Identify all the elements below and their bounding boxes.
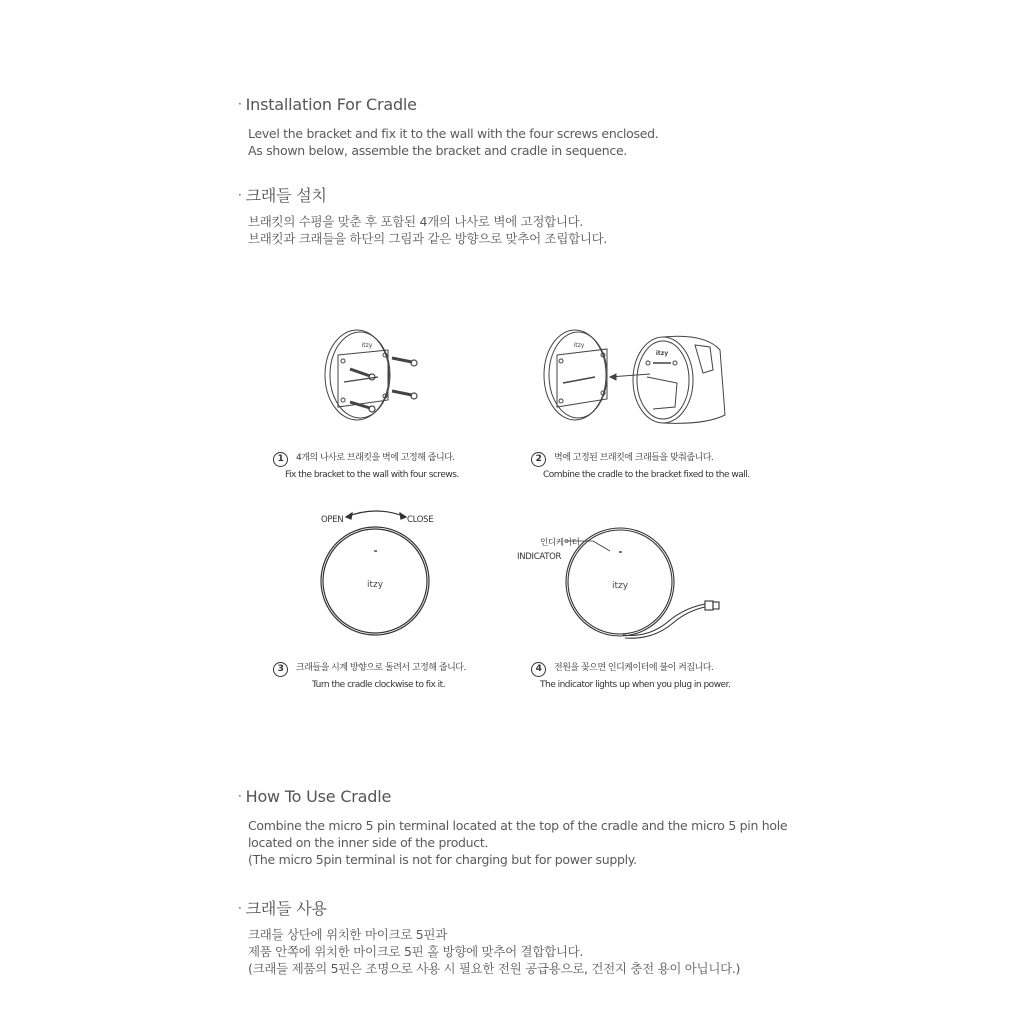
figure-rotate-cradle <box>318 505 438 645</box>
installation-body-ko <box>248 213 607 247</box>
step-en-text: Combine the cradle to the bracket fixed to the wall. <box>543 470 750 480</box>
brand-logo: itzy <box>611 581 629 591</box>
step-number: 2 <box>531 452 546 467</box>
brand-logo: itzy <box>361 342 373 349</box>
brand-logo: itzy <box>573 342 585 349</box>
step-number: 1 <box>273 452 288 467</box>
usage-title-ko <box>238 896 327 919</box>
figure-indicator-cable <box>565 520 725 645</box>
step-ko-text: 4개의 나사로 브래킷을 벽에 고정해 줍니다. <box>296 453 455 463</box>
installation-title-ko-text: 크래들 설치 <box>245 186 327 205</box>
installation-title-ko <box>238 183 327 206</box>
usage-body-en <box>248 817 787 868</box>
body-line: Level the bracket and fix it to the wall with the four screws enclosed. <box>248 126 659 141</box>
indicator-cable-illustration <box>565 520 725 645</box>
close-label: CLOSE <box>407 515 434 525</box>
step-ko-text: 크래들을 시계 방향으로 돌려서 고정해 줍니다. <box>296 663 466 673</box>
step-number: 4 <box>531 662 546 677</box>
step-caption-3 <box>273 660 466 693</box>
body-line: As shown below, assemble the bracket and cradle in sequence. <box>248 143 628 158</box>
bullet: · <box>238 97 242 111</box>
body-line: Combine the micro 5 pin terminal located at the top of the cradle and the micro 5 pin hole <box>248 818 788 833</box>
step-caption-2 <box>531 450 750 483</box>
rotate-cradle-illustration <box>318 505 438 645</box>
usage-title-en <box>238 787 391 806</box>
body-line: (크래들 제품의 5핀은 조명으로 사용 시 필요한 전원 공급용으로, 건전지 충전 용이 아닙니다.) <box>248 961 741 976</box>
step-ko-text: 벽에 고정된 브래킷에 크래들을 맞춰줍니다. <box>554 453 714 463</box>
body-line: 브래킷의 수평을 맞춘 후 포함된 4개의 나사로 벽에 고정합니다. <box>248 214 584 229</box>
body-line: located on the inner side of the product. <box>248 835 489 850</box>
installation-title-en-text: Installation For Cradle <box>245 95 417 114</box>
bullet: · <box>238 901 242 915</box>
bullet: · <box>238 789 242 803</box>
step-en-text: Fix the bracket to the wall with four screws. <box>285 470 459 480</box>
step-ko-text: 전원을 꽂으면 인디케이터에 불이 켜집니다. <box>554 663 714 673</box>
cradle-bracket-illustration <box>535 325 735 425</box>
usage-title-ko-text: 크래들 사용 <box>245 899 327 918</box>
open-label: OPEN <box>321 515 344 525</box>
indicator-label-ko: 인디케이터 <box>540 538 580 548</box>
step-caption-1 <box>273 450 459 483</box>
body-line: 크래들 상단에 위치한 마이크로 5핀과 <box>248 927 447 942</box>
brand-logo: itzy <box>366 580 384 590</box>
installation-body-en <box>248 125 658 159</box>
indicator-label-en: INDICATOR <box>517 552 562 562</box>
rotate-arrow-icon <box>346 511 406 517</box>
step-en-text: The indicator lights up when you plug in power. <box>540 680 731 690</box>
body-line: (The micro 5pin terminal is not for charging but for power supply. <box>248 852 637 867</box>
bracket-screws-illustration <box>310 325 430 425</box>
usage-body-ko <box>248 926 740 977</box>
step-en-text: Turn the cradle clockwise to fix it. <box>312 680 446 690</box>
step-caption-4 <box>531 660 730 693</box>
installation-title-en <box>238 95 417 114</box>
figure-cradle-bracket <box>535 325 735 425</box>
usage-title-en-text: How To Use Cradle <box>245 787 392 806</box>
figure-bracket-screws <box>310 325 430 425</box>
step-number: 3 <box>273 662 288 677</box>
brand-logo: itzy <box>655 350 669 357</box>
body-line: 제품 안쪽에 위치한 마이크로 5핀 홀 방향에 맞추어 결합합니다. <box>248 944 584 959</box>
body-line: 브래킷과 크래들을 하단의 그림과 같은 방향으로 맞추어 조립합니다. <box>248 231 608 246</box>
bullet: · <box>238 188 242 202</box>
